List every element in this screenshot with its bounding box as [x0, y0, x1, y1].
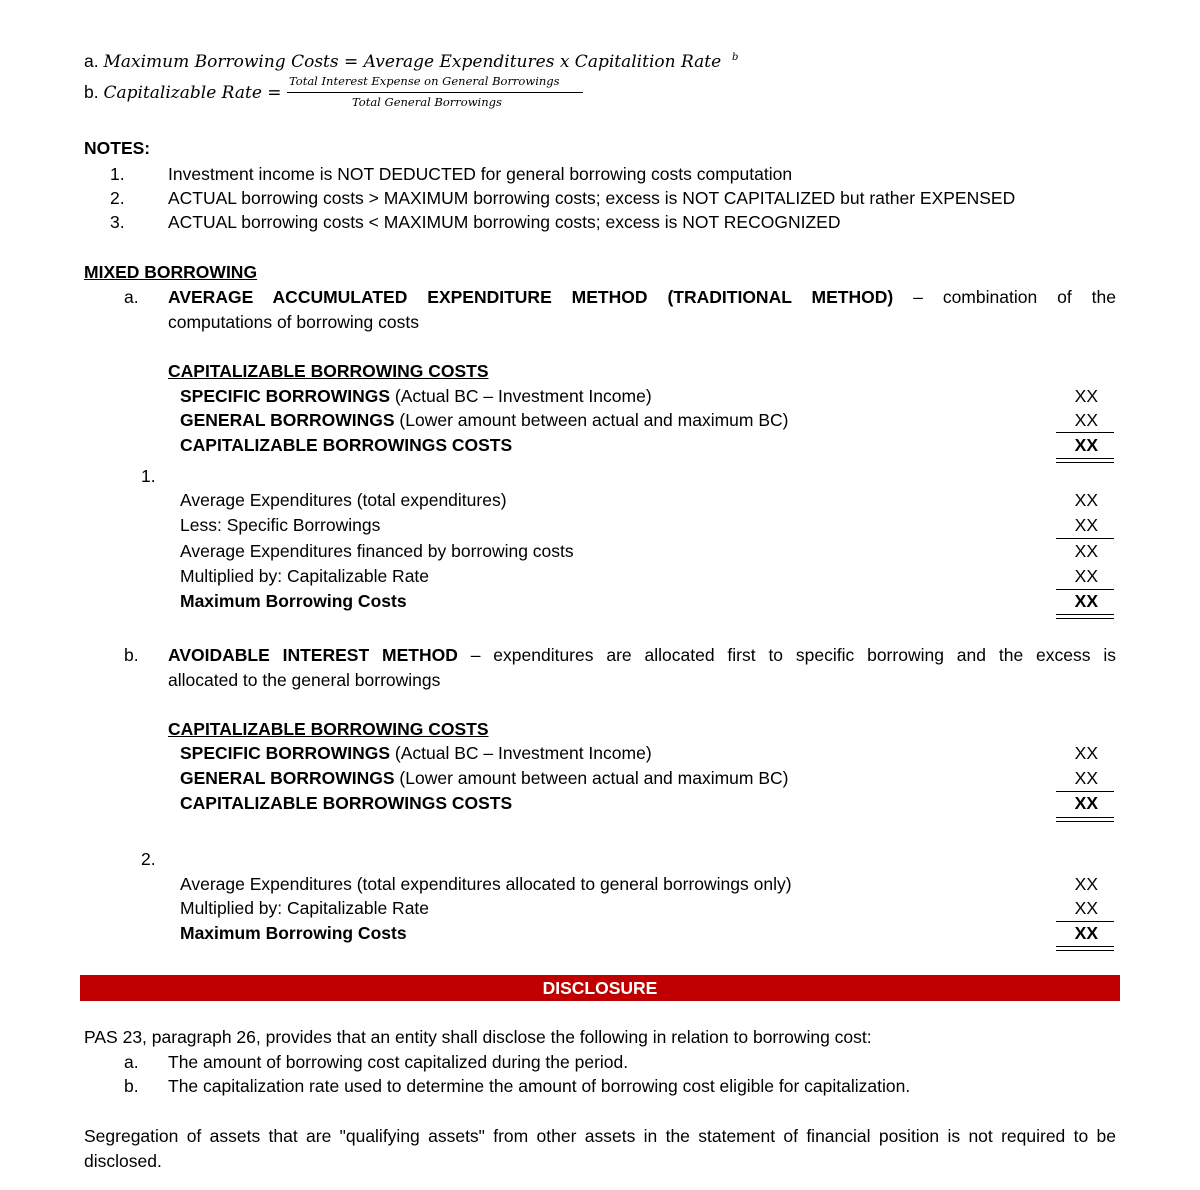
subtotal-rule: [1056, 921, 1114, 922]
row-value-total: XX: [1074, 435, 1098, 455]
double-rule: [1056, 817, 1114, 818]
formula-b-denominator: Total General Borrowings: [352, 95, 502, 109]
table-row: Average Expenditures (total expenditures allocated to general borrowings only): [180, 874, 792, 894]
notes-heading: NOTES:: [84, 138, 151, 158]
formula-a-text: Maximum Borrowing Costs = Average Expenditures x Capitalition Rate: [103, 52, 722, 72]
method-b-line2: allocated to the general borrowings: [168, 670, 441, 690]
row-value: XX: [1074, 898, 1098, 918]
double-rule: [1056, 462, 1114, 463]
table-row: [180, 768, 788, 789]
segregation-line1: Segregation of assets that are "qualifying assets" from other assets in the statement of financial position is not required to be: [84, 1126, 1116, 1146]
disclosure-item-text: The capitalization rate used to determine the amount of borrowing cost eligible for capitalization.: [168, 1076, 911, 1096]
method-b-letter: b.: [124, 645, 139, 665]
item-number: 1.: [141, 466, 156, 486]
method-a-description: [168, 287, 1116, 308]
mixed-borrowing-heading: MIXED BORROWING: [84, 262, 258, 282]
double-rule: [1056, 458, 1114, 459]
row-bold-label: SPECIFIC BORROWINGS: [180, 386, 391, 406]
row-value: XX: [1074, 490, 1098, 510]
method-a-paren: (TRADITIONAL METHOD): [667, 287, 894, 307]
row-bold-label: GENERAL BORROWINGS: [180, 768, 395, 788]
subtotal-rule: [1056, 589, 1114, 590]
subtotal-rule: [1056, 432, 1114, 433]
table-row-total: Maximum Borrowing Costs: [180, 591, 407, 611]
table-row-total: Maximum Borrowing Costs: [180, 923, 407, 943]
row-label: (Lower amount between actual and maximum BC): [394, 768, 789, 788]
row-value: XX: [1074, 410, 1098, 430]
note-number: 2.: [110, 188, 125, 208]
row-label: (Lower amount between actual and maximum BC): [394, 410, 789, 430]
subtotal-rule: [1056, 791, 1114, 792]
row-bold-label: SPECIFIC BORROWINGS: [180, 743, 391, 763]
double-rule: [1056, 950, 1114, 951]
table-row: Average Expenditures (total expenditures): [180, 490, 507, 510]
table-row-total: CAPITALIZABLE BORROWINGS COSTS: [180, 435, 513, 455]
fraction-bar: [287, 92, 583, 93]
double-rule: [1056, 821, 1114, 822]
row-value: XX: [1074, 743, 1098, 763]
double-rule: [1056, 614, 1114, 615]
method-a-letter: a.: [124, 287, 139, 307]
formula-b-left: Capitalizable Rate =: [103, 83, 282, 103]
table-row: Multiplied by: Capitalizable Rate: [180, 566, 430, 586]
segregation-line2: disclosed.: [84, 1151, 162, 1171]
table-row: [180, 386, 652, 407]
disclosure-banner: DISCLOSURE: [80, 975, 1120, 1001]
row-value: XX: [1074, 566, 1098, 586]
table-row-total: CAPITALIZABLE BORROWINGS COSTS: [180, 793, 513, 813]
row-label: (Actual BC – Investment Income): [390, 386, 652, 406]
table-row: Multiplied by: Capitalizable Rate: [180, 898, 430, 918]
row-value: XX: [1074, 386, 1098, 406]
formula-a-superscript: b: [732, 52, 739, 63]
note-text: ACTUAL borrowing costs > MAXIMUM borrowing costs; excess is NOT CAPITALIZED but rather EXPENSED: [168, 188, 1016, 208]
formula-a-prefix: a.: [84, 51, 99, 71]
double-rule: [1056, 618, 1114, 619]
row-value: XX: [1074, 874, 1098, 894]
double-rule: [1056, 946, 1114, 947]
method-b-title: AVOIDABLE INTEREST METHOD: [168, 645, 458, 665]
row-value: XX: [1074, 541, 1098, 561]
formula-b: [84, 82, 282, 103]
note-number: 1.: [110, 164, 125, 184]
method-a-line2: computations of borrowing costs: [168, 312, 419, 332]
row-label: (Actual BC – Investment Income): [390, 743, 652, 763]
row-value-total: XX: [1074, 591, 1098, 611]
table-row: Average Expenditures financed by borrowing costs: [180, 541, 574, 561]
table-row: Less: Specific Borrowings: [180, 515, 381, 535]
method-a-rest: – combination of the: [913, 287, 1116, 307]
note-text: Investment income is NOT DEDUCTED for general borrowing costs computation: [168, 164, 793, 184]
row-bold-label: GENERAL BORROWINGS: [180, 410, 395, 430]
method-a-title: AVERAGE ACCUMULATED EXPENDITURE METHOD: [168, 287, 648, 307]
note-text: ACTUAL borrowing costs < MAXIMUM borrowing costs; excess is NOT RECOGNIZED: [168, 212, 841, 232]
table-row: [180, 410, 788, 431]
subtotal-rule: [1056, 538, 1114, 539]
method-b-rest: – expenditures are allocated first to specific borrowing and the excess is: [470, 645, 1116, 665]
row-value-total: XX: [1074, 793, 1098, 813]
disclosure-item-text: The amount of borrowing cost capitalized during the period.: [168, 1052, 629, 1072]
capitalizable-title: CAPITALIZABLE BORROWING COSTS: [168, 361, 489, 381]
disclosure-intro: PAS 23, paragraph 26, provides that an entity shall disclose the following in relation to borrowing cost:: [84, 1027, 872, 1047]
item-number: 2.: [141, 849, 156, 869]
formula-b-prefix: b.: [84, 82, 99, 102]
formula-a: [84, 51, 721, 72]
formula-b-numerator: Total Interest Expense on General Borrowings: [289, 74, 560, 88]
row-value-total: XX: [1074, 923, 1098, 943]
row-value: XX: [1074, 515, 1098, 535]
row-value: XX: [1074, 768, 1098, 788]
disclosure-item-letter: a.: [124, 1052, 139, 1072]
note-number: 3.: [110, 212, 125, 232]
capitalizable-title: CAPITALIZABLE BORROWING COSTS: [168, 719, 489, 739]
method-b-description: [168, 645, 1116, 666]
disclosure-item-letter: b.: [124, 1076, 139, 1096]
table-row: [180, 743, 652, 764]
